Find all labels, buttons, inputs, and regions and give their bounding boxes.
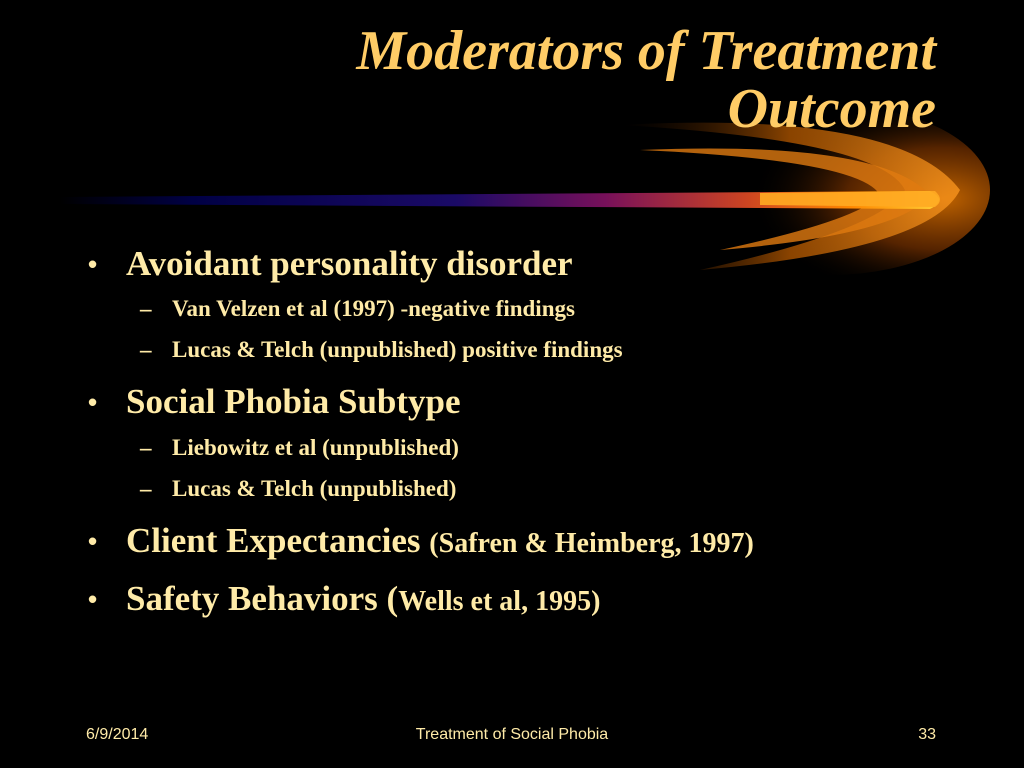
bullet-marker: • <box>88 249 98 279</box>
slide-title-line-2: Outcome <box>727 78 936 140</box>
dash-marker: – <box>140 435 152 460</box>
dash-marker: – <box>140 296 152 321</box>
footer-page-number: 33 <box>918 726 936 743</box>
bullet-marker: • <box>88 526 98 556</box>
sub-item-text: Van Velzen et al (1997) -negative findings <box>172 296 575 321</box>
sub-item-text: Lucas & Telch (unpublished) positive findings <box>172 337 623 362</box>
bullet-citation: (Safren & Heimberg, 1997) <box>429 528 754 559</box>
bullet-citation: Wells et al, 1995) <box>398 586 601 617</box>
bullet-marker: • <box>88 387 98 417</box>
bullet-text: Social Phobia Subtype <box>126 382 461 421</box>
footer-title: Treatment of Social Phobia <box>415 726 609 743</box>
sub-item-text: Liebowitz et al (unpublished) <box>172 435 459 460</box>
slide-title-line-1: Moderators of Treatment <box>356 20 936 82</box>
footer-date: 6/9/2014 <box>86 726 149 743</box>
bullet-text: Avoidant personality disorder <box>126 244 573 283</box>
bullet-text-group <box>126 579 600 622</box>
dash-marker: – <box>140 476 152 501</box>
slide-title <box>116 22 936 138</box>
bullet-marker: • <box>88 584 98 614</box>
bullet-text: Client Expectancies <box>126 521 430 560</box>
dash-marker: – <box>140 337 152 362</box>
bullet-text-group <box>126 521 754 564</box>
sub-item-text: Lucas & Telch (unpublished) <box>172 476 457 501</box>
bullet-text: Safety Behaviors ( <box>126 579 399 618</box>
